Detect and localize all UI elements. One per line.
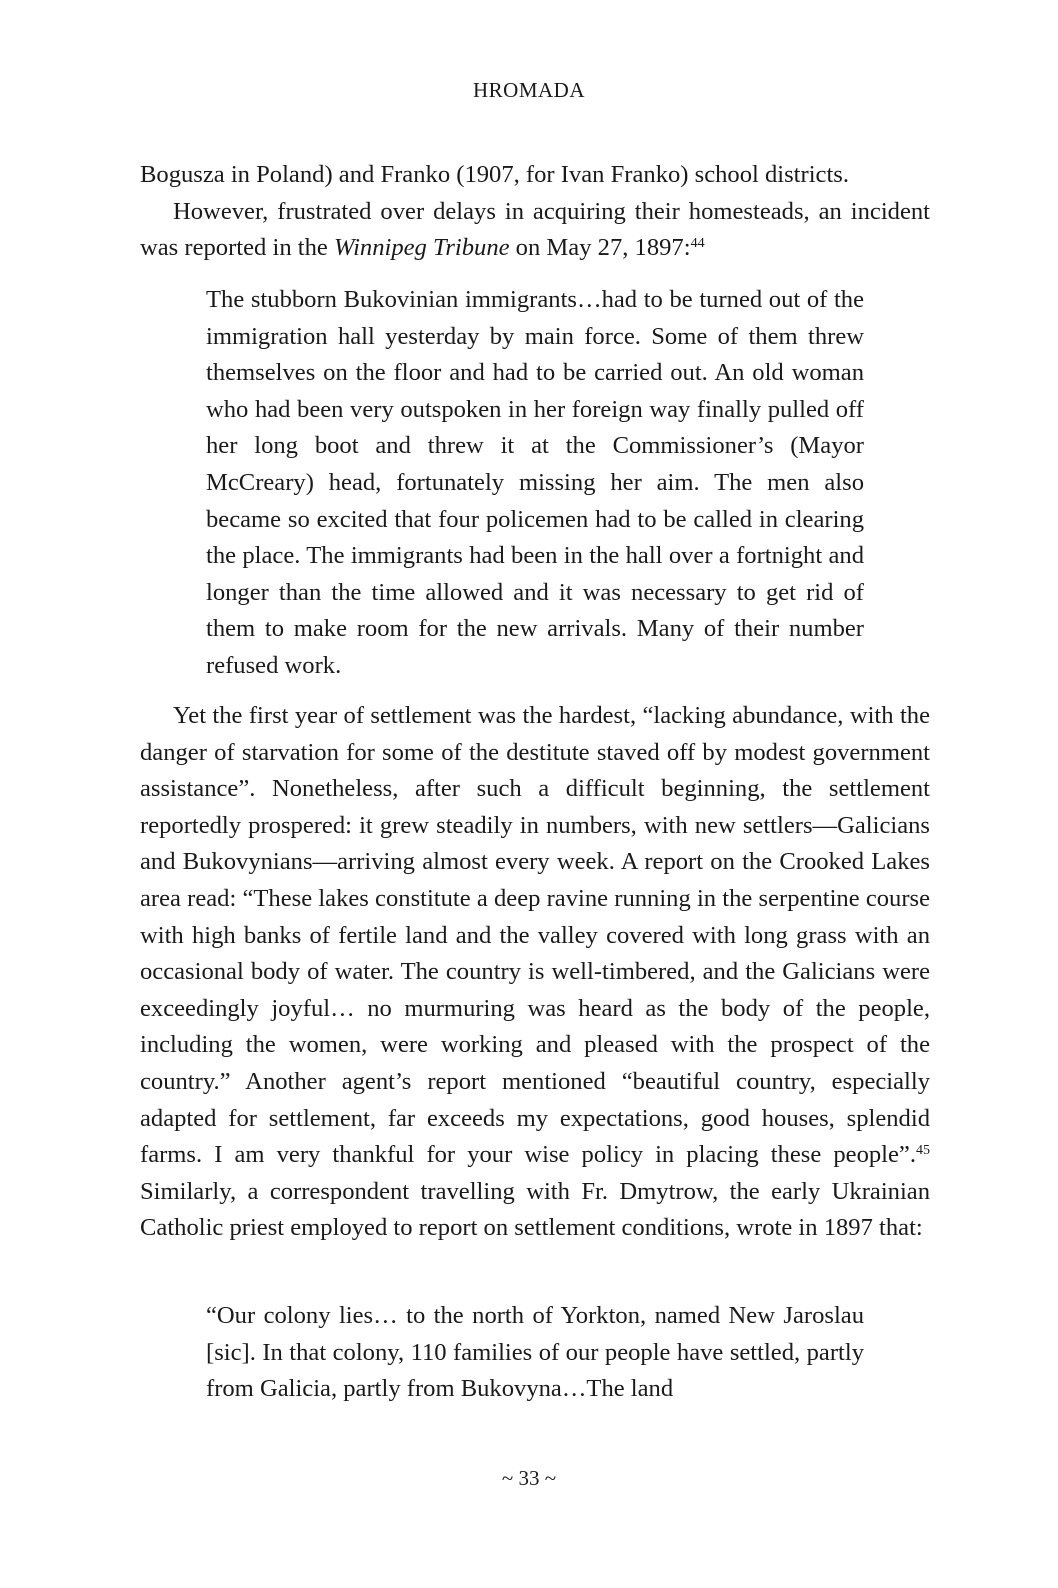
paragraph-text: Similarly, a correspondent travelling with Fr. Dmytrow, the early Ukrainian Catholic priest employed to report on settlement conditions, wrote in 1897 that:: [140, 1177, 930, 1242]
paragraph-text: Yet the first year of settlement was the hardest, “lacking abundance, with the danger of starvation for some of the destitute staved off by modest government assistance”. Nonetheless, after such a difficult beginning, the settlement reportedly prospered: it grew steadily in numbers, with new settlers—Galicians and Bukovynians—arriving almost every week. A report on the Crooked Lakes area read: “These lakes constitute a deep ravine running in the serpentine course with high banks of fertile land and the valley covered with long grass with an occasional body of water. The country is well-timbered, and the Galicians were exceedingly joyful… no murmuring was heard as the body of the people, including the women, were working and pleased with the prospect of the country.” Another agent’s report mentioned “beautiful country, especially adapted for settlement, far exceeds my expectations, good houses, splendid farms. I am very thankful for your wise policy in placing these people”.: [140, 702, 930, 1169]
paragraph-text: on May 27, 1897:: [509, 234, 691, 262]
paragraph-intro-quote: [140, 194, 930, 267]
block-quote-text: The stubborn Bukovinian immigrants…had to be turned out of the immigration hall yesterday by main force. Some of them threw themselves on the floor and had to be carried out. An old woman who had been very outspoken in her foreign way finally pulled off her long boot and threw it at the Commissioner’s (Mayor McCreary) head, fortunately missing her aim. The men also became so excited that four policemen had to be called in clearing the place. The immigrants had been in the hall over a fortnight and longer than the time allowed and it was necessary to get rid of them to make room for the new arrivals. Many of their number refused work.: [206, 286, 864, 679]
block-quote-colony: [140, 1298, 930, 1408]
paragraph-text: However, frustrated over delays in acquiring their homesteads, an incident was reported in the: [140, 197, 930, 262]
footnote-marker[interactable]: 45: [916, 1143, 930, 1159]
paragraph-continuation: Bogusza in Poland) and Franko (1907, for Ivan Franko) school districts.: [140, 161, 850, 188]
running-head: HROMADA: [472, 78, 585, 102]
body-text-main: [140, 698, 930, 1247]
paragraph-settlement: [140, 698, 930, 1247]
footnote-marker[interactable]: 44: [690, 236, 705, 252]
block-quote-text: “Our colony lies… to the north of Yorkton, named New Jaroslau [sic]. In that colony, 110 families of our people have settled, partly from Galicia, partly from Bukovyna…The land: [206, 1302, 864, 1403]
page-number: ~ 33 ~: [501, 1466, 557, 1490]
newspaper-title: Winnipeg Tribune: [333, 234, 510, 262]
block-quote-tribune: [140, 282, 930, 685]
body-text-top: [140, 157, 930, 267]
